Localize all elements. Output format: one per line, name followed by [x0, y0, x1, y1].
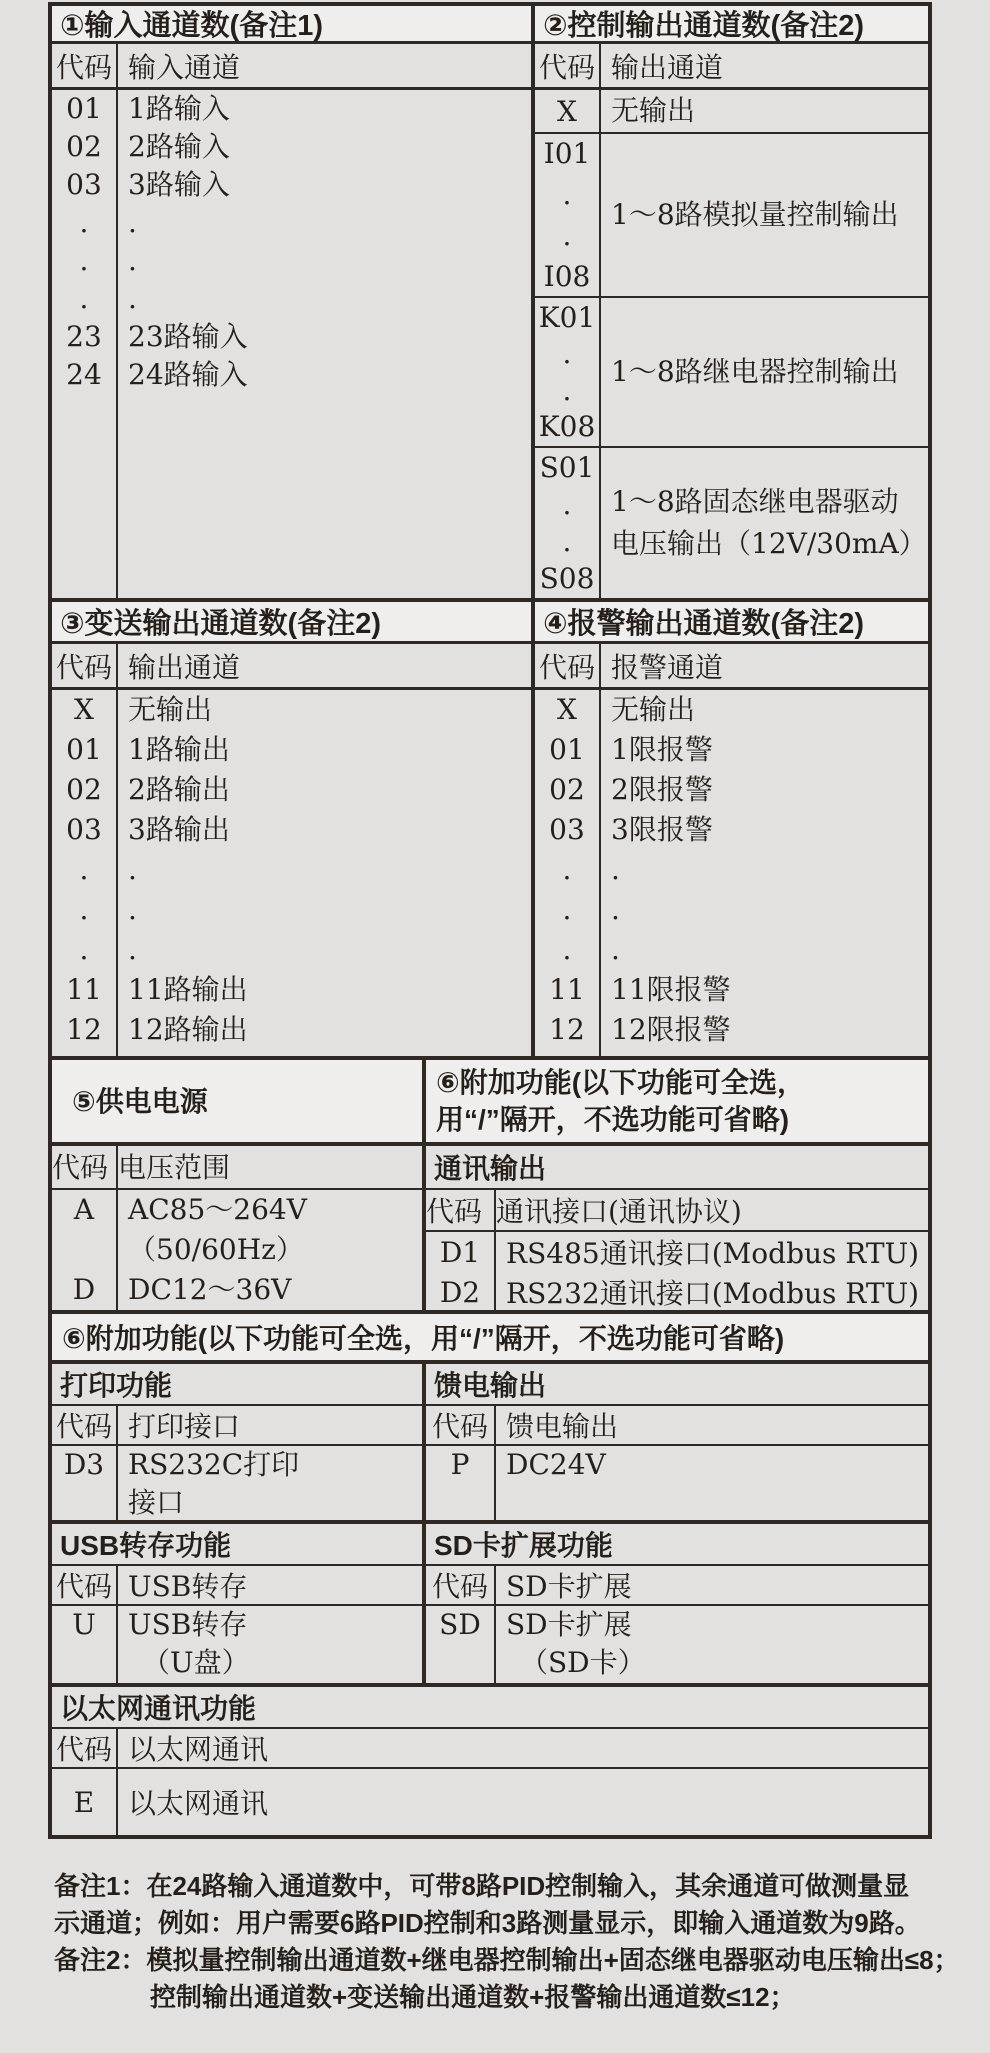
label-cell: 以太网通讯 — [128, 1787, 269, 1820]
label-cell: 3限报警 — [611, 813, 713, 846]
label-header-cell: USB转存 — [128, 1570, 248, 1603]
label-column — [118, 1190, 422, 1310]
code-column — [535, 690, 601, 1056]
desc-line: 1～8路继电器控制输出 — [611, 355, 899, 388]
code-end: K08 — [538, 409, 596, 443]
transmit-output-title: ③变送输出通道数(备注2) — [52, 602, 531, 644]
code-cell: X — [535, 90, 601, 132]
code-header-cell: 代码 — [52, 644, 118, 687]
feed-output-table — [426, 1364, 928, 1520]
row-no-output — [535, 90, 928, 134]
code-cell: D — [72, 1273, 96, 1306]
row-analog-control-output — [535, 134, 928, 298]
addon-band-title: ⑥附加功能(以下功能可全选，用“/”隔开，不选功能可省略) — [52, 1314, 928, 1360]
dots-cell: . — [128, 853, 137, 886]
dots-cell: . — [562, 933, 572, 966]
code-cell: 01 — [549, 733, 585, 766]
code-cell: A — [73, 1193, 95, 1226]
label-cell: （50/60Hz） — [128, 1233, 304, 1266]
dots-cell: . — [562, 178, 572, 211]
print-function-table — [52, 1364, 426, 1520]
power-supply-table — [52, 1060, 426, 1310]
power-supply-header-row — [52, 1146, 422, 1190]
code-cell: E — [52, 1769, 118, 1835]
label-header-cell: 通讯接口(通讯协议) — [496, 1195, 742, 1228]
ethernet-header: 以太网通讯功能 — [52, 1687, 928, 1729]
input-channels-body — [52, 90, 531, 598]
code-cell: U — [72, 1608, 96, 1641]
code-header-cell: 代码 — [52, 1729, 118, 1767]
label-cell: 2限报警 — [611, 773, 713, 806]
feed-output-header: 馈电输出 — [426, 1364, 928, 1406]
dots-cell: . — [128, 933, 137, 966]
dots-cell: . — [128, 244, 137, 277]
dots-cell: . — [611, 933, 620, 966]
input-channels-title: ①输入通道数(备注1) — [52, 6, 531, 44]
usb-function-header: USB转存功能 — [52, 1524, 422, 1566]
section-addon-band — [52, 1310, 928, 1360]
code-column — [52, 1190, 118, 1310]
label-header-cell: 输出通道 — [128, 650, 241, 684]
code-cell: 12 — [549, 1013, 585, 1046]
code-header-cell: 代码 — [52, 44, 118, 87]
label-cell: 12限报警 — [611, 1013, 731, 1046]
code-column — [426, 1446, 496, 1520]
section-input-and-control-output — [52, 6, 928, 598]
control-output-title: ②控制输出通道数(备注2) — [535, 6, 928, 44]
comm-header-row — [426, 1190, 928, 1232]
code-header-cell: 代码 — [535, 44, 601, 87]
code-cell: D1 — [426, 1232, 496, 1272]
notes-block — [54, 1868, 960, 2016]
dots-cell: . — [128, 282, 137, 315]
label-header-cell: 打印接口 — [128, 1410, 241, 1443]
code-header-cell: 代码 — [52, 1146, 118, 1188]
dots-cell: . — [562, 893, 572, 926]
label-cell: RS232C打印 — [128, 1448, 300, 1481]
dots-cell: . — [79, 933, 89, 966]
desc-line: 1～8路固态继电器驱动 — [611, 485, 899, 518]
label-cell: USB转存 — [128, 1608, 248, 1641]
code-cell: 03 — [549, 813, 585, 846]
label-column — [496, 1446, 928, 1520]
label-cell: 接口 — [128, 1486, 185, 1519]
label-cell: 无输出 — [611, 94, 696, 127]
power-supply-title: ⑤供电电源 — [52, 1060, 422, 1146]
transmit-output-header-row — [52, 644, 531, 690]
section-usb-and-sd — [52, 1520, 928, 1683]
code-header-cell: 代码 — [426, 1190, 496, 1230]
control-output-header-row — [535, 44, 928, 90]
code-cell: 24 — [66, 358, 102, 391]
transmit-output-table — [52, 602, 535, 1056]
code-cell — [52, 1230, 116, 1270]
label-cell: 3路输出 — [128, 813, 230, 846]
label-header-cell: SD卡扩展 — [506, 1570, 632, 1603]
code-column — [52, 90, 118, 598]
label-cell: 24路输入 — [128, 358, 248, 391]
label-column — [496, 1606, 928, 1683]
ethernet-header-row — [52, 1729, 928, 1769]
ethernet-row — [52, 1769, 928, 1835]
model-selection-table — [48, 2, 932, 1839]
note-line-4: 控制输出通道数+变送输出通道数+报警输出通道数≤12； — [150, 1982, 796, 2012]
code-cell: 02 — [66, 130, 102, 163]
label-column — [118, 1446, 422, 1520]
power-supply-body — [52, 1190, 422, 1310]
label-cell: RS485通讯接口(Modbus RTU) — [506, 1237, 920, 1270]
desc-line: 电压输出（12V/30mA） — [611, 527, 927, 560]
code-column — [426, 1606, 496, 1683]
section-transmit-and-alarm-output — [52, 598, 928, 1056]
code-start: I01 — [543, 137, 591, 170]
code-cell: 12 — [66, 1013, 102, 1046]
code-cell: D3 — [63, 1448, 105, 1481]
code-column — [52, 690, 118, 1056]
print-body — [52, 1446, 422, 1520]
label-column — [118, 90, 531, 598]
sd-function-table — [426, 1524, 928, 1683]
dots-cell: . — [79, 853, 89, 886]
label-cell: 无输出 — [611, 693, 696, 726]
code-header-cell: 代码 — [426, 1406, 496, 1444]
usb-body — [52, 1606, 422, 1683]
sd-header-row — [426, 1566, 928, 1606]
dots-cell: . — [611, 853, 620, 886]
label-cell: 1限报警 — [611, 733, 713, 766]
row-ssr-drive-output — [535, 448, 928, 598]
code-start: K01 — [538, 301, 596, 334]
section-power-and-addons — [52, 1056, 928, 1310]
code-cell: 11 — [549, 973, 585, 1006]
dots-cell: . — [562, 337, 572, 371]
label-cell: AC85～264V — [128, 1193, 307, 1226]
addon-title-line-2: 用“/”隔开，不选功能可省略) — [436, 1104, 790, 1135]
dots-cell: . — [562, 219, 572, 252]
label-column — [118, 1606, 422, 1683]
label-cell: 3路输入 — [128, 168, 230, 201]
code-cell: 11 — [66, 973, 102, 1006]
row-rs485 — [426, 1232, 928, 1272]
label-cell: 23路输入 — [128, 320, 248, 353]
label-cell: DC12～36V — [128, 1273, 292, 1306]
dots-cell: . — [128, 206, 137, 239]
dots-cell: . — [611, 893, 620, 926]
usb-function-table — [52, 1524, 426, 1683]
label-cell — [601, 298, 928, 446]
label-header-cell: 输出通道 — [611, 50, 724, 84]
label-cell — [601, 134, 928, 296]
sd-body — [426, 1606, 928, 1683]
sd-function-header: SD卡扩展功能 — [426, 1524, 928, 1566]
addon-functions-table — [426, 1060, 928, 1310]
label-cell: 11限报警 — [611, 973, 731, 1006]
transmit-output-body — [52, 690, 531, 1056]
dots-cell: . — [562, 488, 572, 521]
label-cell: 2路输出 — [128, 773, 230, 806]
dots-cell: . — [562, 525, 572, 558]
dots-cell: . — [79, 893, 89, 926]
label-cell — [601, 448, 928, 598]
label-header-cell: 以太网通讯 — [128, 1733, 269, 1766]
code-header-cell: 代码 — [535, 644, 601, 687]
desc-line: 1～8路模拟量控制输出 — [611, 198, 899, 231]
dots-cell: . — [562, 373, 572, 407]
code-cell: 03 — [66, 813, 102, 846]
label-header-cell: 输入通道 — [128, 50, 241, 84]
code-end: I08 — [543, 260, 591, 293]
dots-cell: . — [79, 206, 89, 239]
code-cell: X — [557, 693, 577, 726]
usb-header-row — [52, 1566, 422, 1606]
control-output-table — [535, 6, 928, 598]
alarm-output-table — [535, 602, 928, 1056]
dots-cell: . — [562, 853, 572, 886]
code-cell: D2 — [426, 1272, 496, 1312]
alarm-output-title: ④报警输出通道数(备注2) — [535, 602, 928, 644]
comm-output-header: 通讯输出 — [426, 1146, 928, 1190]
addon-title-line-1: ⑥附加功能(以下功能可全选， — [436, 1067, 806, 1098]
code-cell: 01 — [66, 92, 102, 125]
print-function-header: 打印功能 — [52, 1364, 422, 1406]
row-rs232 — [426, 1272, 928, 1312]
code-range-cell — [535, 298, 601, 446]
note-line-3: 备注2：模拟量控制输出通道数+继电器控制输出+固态继电器驱动电压输出≤8； — [54, 1945, 960, 1975]
section-ethernet — [52, 1683, 928, 1835]
label-cell: 11路输出 — [128, 973, 248, 1006]
code-cell: 23 — [66, 320, 102, 353]
code-cell: P — [450, 1448, 470, 1481]
label-cell: 无输出 — [128, 693, 213, 726]
dots-cell: . — [79, 282, 89, 315]
code-range-cell — [535, 448, 601, 598]
input-channels-header-row — [52, 44, 531, 90]
label-cell: DC24V — [506, 1448, 606, 1481]
code-cell: 02 — [549, 773, 585, 806]
code-cell: 02 — [66, 773, 102, 806]
label-header-cell: 电压范围 — [118, 1151, 231, 1184]
label-column — [601, 690, 928, 1056]
alarm-output-body — [535, 690, 928, 1056]
note-line-2: 示通道；例如：用户需要6路PID控制和3路测量显示，即输入通道数为9路。 — [54, 1908, 921, 1938]
code-range-cell — [535, 134, 601, 296]
code-cell: 03 — [66, 168, 102, 201]
addon-functions-title — [426, 1060, 928, 1146]
code-start: S01 — [539, 451, 595, 484]
dots-cell: . — [128, 893, 137, 926]
code-end: S08 — [539, 562, 595, 595]
section-print-and-feed — [52, 1360, 928, 1520]
code-header-cell: 代码 — [52, 1566, 118, 1604]
code-column — [52, 1446, 118, 1520]
note-line-1: 备注1：在24路输入通道数中，可带8路PID控制输入，其余通道可做测量显 — [54, 1871, 910, 1901]
feed-body — [426, 1446, 928, 1520]
label-cell: （SD卡） — [520, 1646, 646, 1679]
alarm-output-header-row — [535, 644, 928, 690]
code-cell: X — [74, 693, 94, 726]
code-header-cell: 代码 — [426, 1566, 496, 1604]
label-cell: SD卡扩展 — [506, 1608, 632, 1641]
label-header-cell: 馈电输出 — [506, 1410, 619, 1443]
code-cell: 01 — [66, 733, 102, 766]
label-cell: 1路输出 — [128, 733, 230, 766]
label-cell: 2路输入 — [128, 130, 230, 163]
label-column — [118, 690, 531, 1056]
code-header-cell: 代码 — [52, 1406, 118, 1444]
label-cell: 12路输出 — [128, 1013, 248, 1046]
label-cell: 1路输入 — [128, 92, 230, 125]
label-cell: RS232通讯接口(Modbus RTU) — [506, 1277, 920, 1310]
dots-cell: . — [79, 244, 89, 277]
code-cell: SD — [439, 1608, 481, 1641]
feed-header-row — [426, 1406, 928, 1446]
input-channels-table — [52, 6, 535, 598]
code-column — [52, 1606, 118, 1683]
label-header-cell: 报警通道 — [611, 650, 724, 684]
label-cell: （U盘） — [142, 1646, 250, 1679]
row-relay-control-output — [535, 298, 928, 448]
print-header-row — [52, 1406, 422, 1446]
